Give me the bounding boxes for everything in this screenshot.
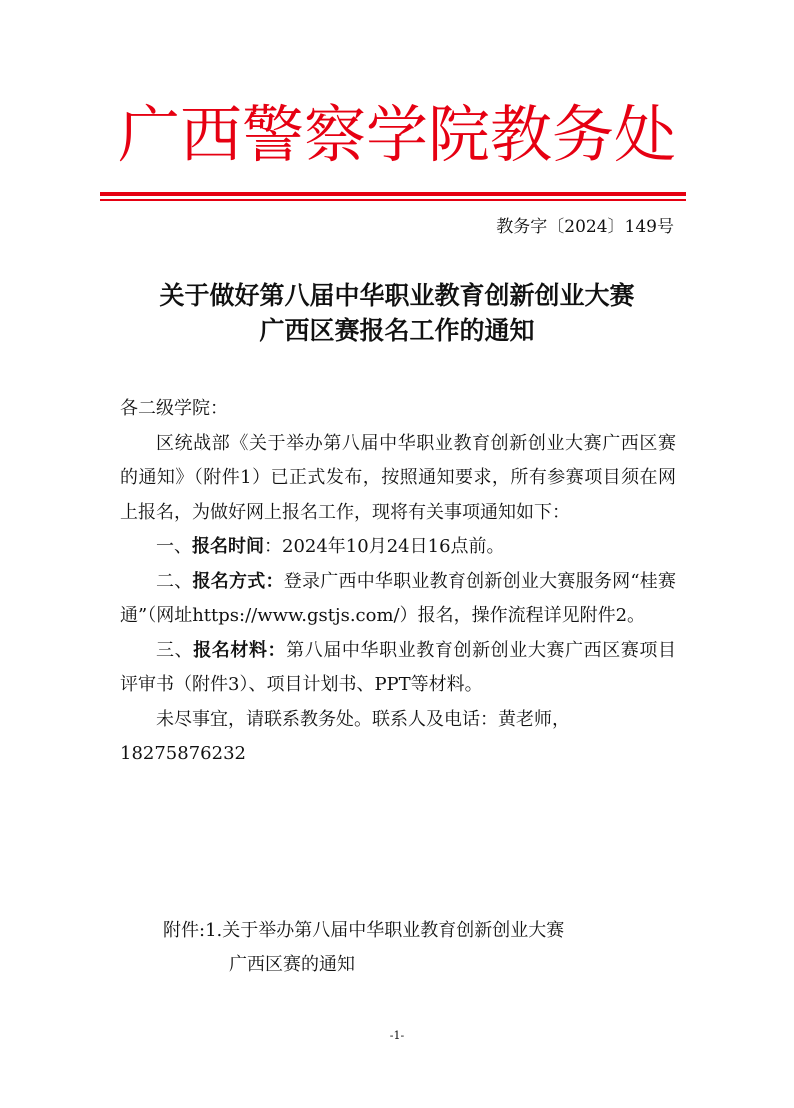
masthead-title: 广西警察学院教务处: [117, 98, 676, 171]
item-text: 登录广西中华职业教育创新创业大赛服务网“桂赛通”（网址https://www.gstjs.com/）报名，操作流程详见附件2。: [120, 570, 677, 626]
item-label: 报名方式：: [192, 570, 284, 592]
item-prefix: 一、: [156, 536, 192, 557]
notice-title: [100, 278, 694, 348]
contact-phone: 18275876232: [120, 743, 246, 764]
attachment-list: [163, 914, 564, 982]
item-label: 报名时间: [192, 536, 264, 557]
item-text: ：2024年10月24日16点前。: [264, 536, 505, 557]
notice-title-line-1: 关于做好第八届中华职业教育创新创业大赛: [159, 281, 635, 310]
masthead-thick-rule: [100, 192, 686, 196]
item-prefix: 三、: [156, 639, 194, 661]
attachment-line-1: 附件:1.关于举办第八届中华职业教育创新创业大赛: [163, 920, 565, 941]
item-text: 第八届中华职业教育创新创业大赛广西区赛项目评审书（附件3）、项目计划书、PPT等材料。: [120, 639, 677, 695]
attachment-line-2: 广西区赛的通知: [229, 954, 355, 975]
document-number: 教务字〔2024〕149号: [496, 217, 674, 237]
item-registration-time: [120, 530, 676, 565]
item-registration-method: [120, 565, 676, 634]
page-number: -1-: [389, 1029, 405, 1042]
intro-paragraph: 区统战部《关于举办第八届中华职业教育创新创业大赛广西区赛的通知》（附件1）已正式发布，按照通知要求，所有参赛项目须在网上报名，为做好网上报名工作，现将有关事项通知如下：: [120, 432, 676, 523]
item-label: 报名材料：: [193, 639, 287, 661]
item-registration-materials: [120, 634, 676, 703]
notice-title-line-2: 广西区赛报名工作的通知: [259, 316, 535, 345]
item-prefix: 二、: [156, 570, 193, 592]
masthead-thin-rule: [100, 199, 686, 201]
notice-body: [120, 392, 676, 772]
salutation: 各二级学院：: [120, 398, 228, 419]
contact-paragraph: 未尽事宜，请联系教务处。联系人及电话：黄老师，: [156, 708, 570, 730]
